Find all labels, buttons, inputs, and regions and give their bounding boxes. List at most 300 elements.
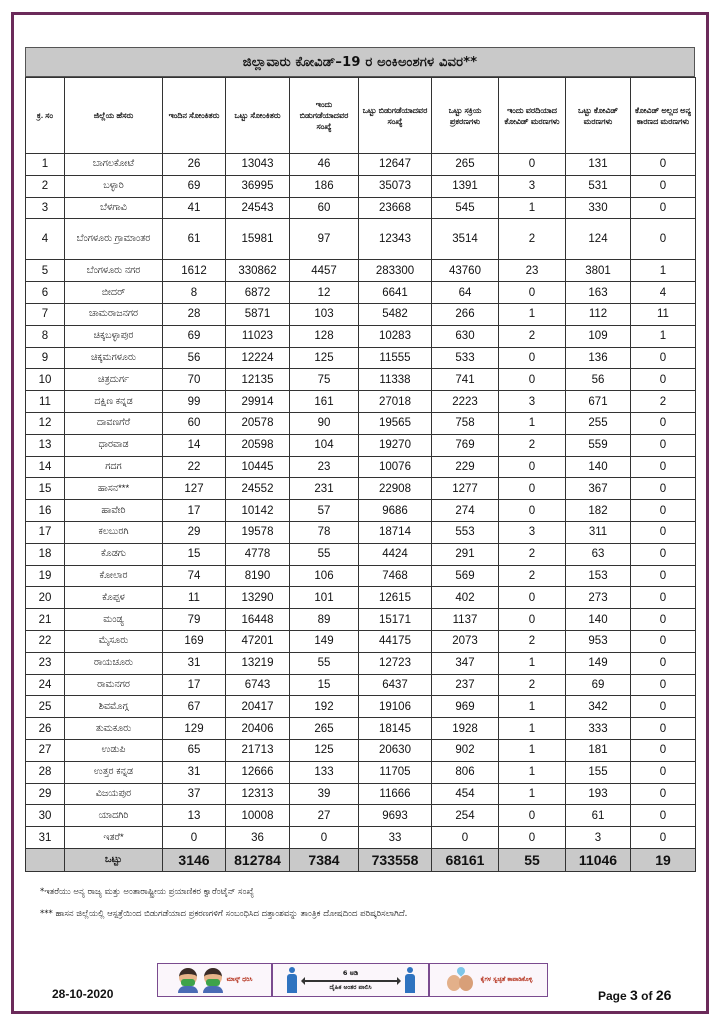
cell-district: ಧಾರವಾಡ	[65, 434, 163, 456]
cell-total-discharged: 283300	[359, 260, 432, 282]
cell-today-deaths: 2	[499, 543, 566, 565]
cell-today-discharged: 186	[290, 175, 359, 197]
header-total-deaths: ಒಟ್ಟು ಕೋವಿಡ್ ಮರಣಗಳು	[566, 78, 631, 154]
report-date: 28-10-2020	[52, 987, 114, 1001]
page-total: 26	[655, 987, 672, 1003]
cell-district: ಹಾಸನ***	[65, 478, 163, 500]
cell-total-deaths: 182	[566, 500, 631, 522]
cell-today-deaths: 2	[499, 565, 566, 587]
cell-total-deaths: 69	[566, 674, 631, 696]
cell-sno: 4	[26, 219, 65, 260]
table-row	[26, 282, 696, 304]
cell-non-covid-deaths: 0	[631, 347, 696, 369]
cell-district: ಕೊಡಗು	[65, 543, 163, 565]
cell-total-discharged: 11705	[359, 761, 432, 783]
table-row	[26, 175, 696, 197]
cell-total-deaths: 163	[566, 282, 631, 304]
cell-total-discharged: 10076	[359, 456, 432, 478]
cell-district: ಬೀದರ್	[65, 282, 163, 304]
cell-today-cases: 56	[163, 347, 226, 369]
page-title: ಜಿಲ್ಲಾವಾರು ಕೋವಿಡ್–19 ರ ಅಂಕಿಅಂಶಗಳ ವಿವರ**	[25, 47, 695, 77]
cell-today-deaths: 1	[499, 197, 566, 219]
cell-non-covid-deaths: 0	[631, 805, 696, 827]
cell-non-covid-deaths: 0	[631, 521, 696, 543]
cell-active: 533	[432, 347, 499, 369]
cell-today-deaths: 1	[499, 652, 566, 674]
cell-today-cases: 61	[163, 219, 226, 260]
cell-today-deaths: 0	[499, 805, 566, 827]
table-row	[26, 652, 696, 674]
cell-total-cases: 29914	[226, 391, 290, 413]
cell-total-deaths: 155	[566, 761, 631, 783]
cell-active: 553	[432, 521, 499, 543]
cell-non-covid-deaths: 0	[631, 565, 696, 587]
page-of: of	[641, 989, 653, 1003]
cell-total-discharged: 18714	[359, 521, 432, 543]
cell-today-deaths: 1	[499, 696, 566, 718]
cell-sno: 13	[26, 434, 65, 456]
cell-total-discharged: 4424	[359, 543, 432, 565]
cell-total-cases: 16448	[226, 609, 290, 631]
cell-active: 569	[432, 565, 499, 587]
table-row	[26, 325, 696, 347]
cell-total-discharged: 27018	[359, 391, 432, 413]
cell-today-deaths: 1	[499, 739, 566, 761]
cell-non-covid-deaths: 0	[631, 674, 696, 696]
header-active: ಒಟ್ಟು ಸಕ್ರಿಯ ಪ್ರಕರಣಗಳು	[432, 78, 499, 154]
header-total-discharged: ಒಟ್ಟು ಬಿಡುಗಡೆಯಾದವರ ಸಂಖ್ಯೆ	[359, 78, 432, 154]
cell-total-deaths: 153	[566, 565, 631, 587]
cell-non-covid-deaths: 0	[631, 739, 696, 761]
cell-total-cases: 6743	[226, 674, 290, 696]
cell-district: ರಾಯಚೂರು	[65, 652, 163, 674]
cell-active: 1391	[432, 175, 499, 197]
cell-district: ಚಿಕ್ಕಬಳ್ಳಾಪುರ	[65, 325, 163, 347]
table-row	[26, 718, 696, 740]
cell-today-discharged: 4457	[290, 260, 359, 282]
table-row	[26, 521, 696, 543]
cell-today-cases: 31	[163, 761, 226, 783]
cell-sno: 15	[26, 478, 65, 500]
cell-total-cases: 20578	[226, 412, 290, 434]
cell-today-discharged: 265	[290, 718, 359, 740]
cell-sno: 29	[26, 783, 65, 805]
cell-district: ಗದಗ	[65, 456, 163, 478]
cell-sno: 18	[26, 543, 65, 565]
cell-total-deaths: 136	[566, 347, 631, 369]
cell-today-discharged: 78	[290, 521, 359, 543]
cell-today-discharged: 231	[290, 478, 359, 500]
cell-non-covid-deaths: 0	[631, 543, 696, 565]
footnotes	[40, 886, 700, 920]
table-row	[26, 696, 696, 718]
cell-today-deaths: 3	[499, 391, 566, 413]
total-row	[26, 848, 696, 871]
cell-non-covid-deaths: 0	[631, 412, 696, 434]
cell-total-deaths: 56	[566, 369, 631, 391]
cell-today-cases: 17	[163, 674, 226, 696]
cell-district: ಮೈಸೂರು	[65, 630, 163, 652]
cell-district: ಚಿಕ್ಕಮಗಳೂರು	[65, 347, 163, 369]
cell-today-deaths: 2	[499, 325, 566, 347]
cell-sno: 26	[26, 718, 65, 740]
cell-total-discharged: 5482	[359, 303, 432, 325]
cell-non-covid-deaths: 0	[631, 434, 696, 456]
cell-today-discharged: 106	[290, 565, 359, 587]
cell-today-discharged: 12	[290, 282, 359, 304]
header-non-covid-deaths: ಕೋವಿಡ್ ಅಲ್ಲದ ಅನ್ಯ ಕಾರಣದ ಮರಣಗಳು	[631, 78, 696, 154]
cell-active: 237	[432, 674, 499, 696]
cell-today-deaths: 2	[499, 219, 566, 260]
cell-today-discharged: 90	[290, 412, 359, 434]
cell-total-cases: 20598	[226, 434, 290, 456]
cell-total-deaths: 531	[566, 175, 631, 197]
table-row	[26, 630, 696, 652]
table-row	[26, 369, 696, 391]
cell-total-cases: 21713	[226, 739, 290, 761]
cell-today-cases: 41	[163, 197, 226, 219]
cell-sno: 19	[26, 565, 65, 587]
total-active: 68161	[432, 848, 499, 871]
cell-active: 402	[432, 587, 499, 609]
cell-total-deaths: 3801	[566, 260, 631, 282]
cell-active: 758	[432, 412, 499, 434]
cell-today-discharged: 55	[290, 652, 359, 674]
cell-today-discharged: 57	[290, 500, 359, 522]
cell-total-discharged: 20630	[359, 739, 432, 761]
cell-today-discharged: 125	[290, 347, 359, 369]
cell-district: ವಿಜಯಪುರ	[65, 783, 163, 805]
table-row	[26, 827, 696, 849]
cell-today-cases: 17	[163, 500, 226, 522]
cell-total-cases: 19578	[226, 521, 290, 543]
cell-sno: 5	[26, 260, 65, 282]
cell-total-cases: 11023	[226, 325, 290, 347]
cell-non-covid-deaths: 0	[631, 827, 696, 849]
cell-total-cases: 10445	[226, 456, 290, 478]
total-total-cases: 812784	[226, 848, 290, 871]
cell-total-deaths: 61	[566, 805, 631, 827]
cell-today-cases: 26	[163, 154, 226, 176]
table-row	[26, 154, 696, 176]
cell-total-discharged: 33	[359, 827, 432, 849]
cell-district: ಮಂಡ್ಯ	[65, 609, 163, 631]
cell-today-deaths: 0	[499, 369, 566, 391]
cell-today-deaths: 1	[499, 761, 566, 783]
cell-today-deaths: 3	[499, 175, 566, 197]
cell-non-covid-deaths: 4	[631, 282, 696, 304]
cell-total-cases: 20406	[226, 718, 290, 740]
cell-sno: 30	[26, 805, 65, 827]
table-row	[26, 783, 696, 805]
cell-today-cases: 60	[163, 412, 226, 434]
cell-total-cases: 24543	[226, 197, 290, 219]
cell-total-cases: 20417	[226, 696, 290, 718]
cell-active: 769	[432, 434, 499, 456]
cell-total-discharged: 6437	[359, 674, 432, 696]
cell-total-discharged: 19565	[359, 412, 432, 434]
banner-mask-segment	[158, 964, 273, 996]
cell-total-deaths: 193	[566, 783, 631, 805]
cell-total-cases: 36	[226, 827, 290, 849]
cell-today-deaths: 2	[499, 434, 566, 456]
cell-today-discharged: 125	[290, 739, 359, 761]
cell-today-deaths: 0	[499, 478, 566, 500]
cell-sno: 7	[26, 303, 65, 325]
cell-today-deaths: 1	[499, 718, 566, 740]
cell-sno: 6	[26, 282, 65, 304]
cell-total-deaths: 3	[566, 827, 631, 849]
cell-today-discharged: 89	[290, 609, 359, 631]
cell-district: ಹಾವೇರಿ	[65, 500, 163, 522]
banner-distance-caption: ದೈಹಿಕ ಅಂತರ ಪಾಲಿಸಿ	[329, 983, 372, 991]
cell-today-deaths: 0	[499, 154, 566, 176]
footnote-hassan: *** ಹಾಸನ ಜಿಲ್ಲೆಯಲ್ಲಿ ಆಸ್ಪತ್ರೆಯಿಂದ ಬಿಡುಗಡೆಯಾದ ಪ್ರಕರಣಗಳಿಗೆ ಸಂಬಂಧಿಸಿದ ದತ್ತಾಂಶವನ್ನು ತಾಂತ್ರಿಕ ದೋಷದಿಂದ ಪರಿಷ್ಕರಿಸಲಾಗಿದೆ.	[40, 909, 408, 919]
cell-district: ಉಡುಪಿ	[65, 739, 163, 761]
cell-non-covid-deaths: 0	[631, 219, 696, 260]
person-icon	[405, 967, 415, 993]
cell-today-deaths: 0	[499, 500, 566, 522]
cell-district: ಬಳ್ಳಾರಿ	[65, 175, 163, 197]
cell-non-covid-deaths: 0	[631, 456, 696, 478]
cell-total-discharged: 11666	[359, 783, 432, 805]
cell-sno: 28	[26, 761, 65, 783]
cell-district: ಶಿವಮೊಗ್ಗ	[65, 696, 163, 718]
cell-total-discharged: 15171	[359, 609, 432, 631]
cell-today-deaths: 1	[499, 412, 566, 434]
cell-sno: 14	[26, 456, 65, 478]
cell-today-cases: 11	[163, 587, 226, 609]
cell-district: ಇತರೆ*	[65, 827, 163, 849]
cell-non-covid-deaths: 0	[631, 500, 696, 522]
cell-total-deaths: 140	[566, 609, 631, 631]
district-stats-table	[25, 77, 696, 872]
cell-sno: 23	[26, 652, 65, 674]
cell-district: ಉತ್ತರ ಕನ್ನಡ	[65, 761, 163, 783]
cell-total-discharged: 11338	[359, 369, 432, 391]
cell-today-discharged: 46	[290, 154, 359, 176]
cell-sno: 11	[26, 391, 65, 413]
cell-total-deaths: 333	[566, 718, 631, 740]
cell-today-deaths: 1	[499, 783, 566, 805]
cell-today-cases: 129	[163, 718, 226, 740]
cell-today-cases: 29	[163, 521, 226, 543]
table-row	[26, 197, 696, 219]
banner-distance-text: 6 ಅಡಿ	[342, 968, 359, 977]
cell-today-discharged: 149	[290, 630, 359, 652]
cell-total-cases: 13219	[226, 652, 290, 674]
table-row	[26, 674, 696, 696]
cell-total-discharged: 35073	[359, 175, 432, 197]
table-row	[26, 478, 696, 500]
cell-total-deaths: 953	[566, 630, 631, 652]
cell-district: ಕಲಬುರಗಿ	[65, 521, 163, 543]
cell-sno: 24	[26, 674, 65, 696]
cell-active: 902	[432, 739, 499, 761]
cell-today-discharged: 60	[290, 197, 359, 219]
table-row	[26, 739, 696, 761]
cell-non-covid-deaths: 0	[631, 478, 696, 500]
cell-total-discharged: 18145	[359, 718, 432, 740]
cell-total-discharged: 9686	[359, 500, 432, 522]
cell-sno: 8	[26, 325, 65, 347]
cell-total-discharged: 11555	[359, 347, 432, 369]
table-row	[26, 391, 696, 413]
cell-non-covid-deaths: 0	[631, 154, 696, 176]
banner-distance-segment	[273, 964, 430, 996]
cell-active: 741	[432, 369, 499, 391]
total-total-discharged: 733558	[359, 848, 432, 871]
cell-active: 1137	[432, 609, 499, 631]
cell-today-deaths: 0	[499, 587, 566, 609]
cell-sno: 1	[26, 154, 65, 176]
cell-sno: 16	[26, 500, 65, 522]
masked-face-icon	[202, 967, 224, 993]
cell-district: ಬೆಂಗಳೂರು ನಗರ	[65, 260, 163, 282]
cell-active: 266	[432, 303, 499, 325]
header-today-cases: ಇಂದಿನ ಸೋಂಕಿತರು	[163, 78, 226, 154]
cell-active: 1277	[432, 478, 499, 500]
cell-active: 274	[432, 500, 499, 522]
total-today-discharged: 7384	[290, 848, 359, 871]
cell-today-cases: 8	[163, 282, 226, 304]
table-row	[26, 587, 696, 609]
cell-today-cases: 70	[163, 369, 226, 391]
table-header-row	[26, 78, 696, 154]
cell-today-cases: 28	[163, 303, 226, 325]
banner-hands-text: ಕೈಗಳ ಸ್ವಚ್ಛತೆ ಕಾಪಾಡಿಕೊಳ್ಳಿ	[480, 976, 533, 983]
cell-today-discharged: 103	[290, 303, 359, 325]
total-today-cases: 3146	[163, 848, 226, 871]
double-arrow-icon	[303, 980, 399, 982]
cell-today-cases: 99	[163, 391, 226, 413]
cell-total-cases: 36995	[226, 175, 290, 197]
cell-district: ಕೋಲಾರ	[65, 565, 163, 587]
cell-today-discharged: 97	[290, 219, 359, 260]
cell-district: ಬೆಂಗಳೂರು ಗ್ರಾಮಾಂತರ	[65, 219, 163, 260]
cell-sno: 2	[26, 175, 65, 197]
cell-sno: 21	[26, 609, 65, 631]
cell-today-discharged: 161	[290, 391, 359, 413]
cell-total-cases: 330862	[226, 260, 290, 282]
table-row	[26, 434, 696, 456]
table-row	[26, 456, 696, 478]
cell-total-deaths: 273	[566, 587, 631, 609]
cell-district: ತುಮಕೂರು	[65, 718, 163, 740]
cell-today-cases: 69	[163, 175, 226, 197]
person-icon	[287, 967, 297, 993]
table-body	[26, 154, 696, 849]
header-today-deaths: ಇಂದು ವರದಿಯಾದ ಕೋವಿಡ್ ಮರಣಗಳು	[499, 78, 566, 154]
cell-non-covid-deaths: 0	[631, 197, 696, 219]
cell-today-cases: 22	[163, 456, 226, 478]
table-row	[26, 219, 696, 260]
cell-active: 64	[432, 282, 499, 304]
cell-today-deaths: 0	[499, 347, 566, 369]
cell-district: ಬೆಳಗಾವಿ	[65, 197, 163, 219]
cell-total-deaths: 131	[566, 154, 631, 176]
cell-total-deaths: 124	[566, 219, 631, 260]
cell-sno: 3	[26, 197, 65, 219]
cell-active: 2223	[432, 391, 499, 413]
cell-non-covid-deaths: 0	[631, 609, 696, 631]
cell-sno: 27	[26, 739, 65, 761]
cell-total-discharged: 44175	[359, 630, 432, 652]
cell-active: 229	[432, 456, 499, 478]
cell-total-discharged: 19106	[359, 696, 432, 718]
cell-today-deaths: 0	[499, 827, 566, 849]
cell-sno: 25	[26, 696, 65, 718]
safety-banner	[157, 963, 548, 997]
cell-total-cases: 8190	[226, 565, 290, 587]
cell-total-cases: 15981	[226, 219, 290, 260]
cell-total-discharged: 12615	[359, 587, 432, 609]
cell-active: 454	[432, 783, 499, 805]
cell-total-cases: 10008	[226, 805, 290, 827]
total-total-deaths: 11046	[566, 848, 631, 871]
cell-today-cases: 79	[163, 609, 226, 631]
cell-today-discharged: 75	[290, 369, 359, 391]
cell-today-discharged: 55	[290, 543, 359, 565]
cell-district: ಚಾಮರಾಜನಗರ	[65, 303, 163, 325]
table-row	[26, 609, 696, 631]
cell-non-covid-deaths: 0	[631, 761, 696, 783]
cell-non-covid-deaths: 0	[631, 696, 696, 718]
cell-total-deaths: 112	[566, 303, 631, 325]
cell-sno: 10	[26, 369, 65, 391]
cell-today-deaths: 2	[499, 674, 566, 696]
cell-today-discharged: 27	[290, 805, 359, 827]
table-row	[26, 500, 696, 522]
cell-total-deaths: 63	[566, 543, 631, 565]
table-row	[26, 565, 696, 587]
cell-today-cases: 37	[163, 783, 226, 805]
cell-non-covid-deaths: 1	[631, 260, 696, 282]
cell-active: 0	[432, 827, 499, 849]
total-sno	[26, 848, 65, 871]
cell-total-deaths: 671	[566, 391, 631, 413]
table-row	[26, 761, 696, 783]
cell-total-cases: 12666	[226, 761, 290, 783]
cell-today-discharged: 133	[290, 761, 359, 783]
table-row	[26, 260, 696, 282]
cell-active: 806	[432, 761, 499, 783]
cell-today-deaths: 3	[499, 521, 566, 543]
cell-today-deaths: 2	[499, 630, 566, 652]
cell-district: ಕೊಪ್ಪಳ	[65, 587, 163, 609]
total-non-covid-deaths: 19	[631, 848, 696, 871]
cell-today-cases: 69	[163, 325, 226, 347]
cell-today-cases: 14	[163, 434, 226, 456]
cell-total-deaths: 109	[566, 325, 631, 347]
cell-non-covid-deaths: 0	[631, 630, 696, 652]
cell-total-discharged: 10283	[359, 325, 432, 347]
cell-active: 1928	[432, 718, 499, 740]
hand-wash-icon	[445, 967, 477, 993]
cell-today-cases: 1612	[163, 260, 226, 282]
cell-total-deaths: 342	[566, 696, 631, 718]
cell-today-discharged: 128	[290, 325, 359, 347]
cell-sno: 17	[26, 521, 65, 543]
table-row	[26, 543, 696, 565]
cell-today-discharged: 101	[290, 587, 359, 609]
cell-active: 43760	[432, 260, 499, 282]
cell-today-cases: 74	[163, 565, 226, 587]
cell-non-covid-deaths: 1	[631, 325, 696, 347]
cell-today-cases: 65	[163, 739, 226, 761]
cell-total-cases: 47201	[226, 630, 290, 652]
cell-non-covid-deaths: 0	[631, 783, 696, 805]
